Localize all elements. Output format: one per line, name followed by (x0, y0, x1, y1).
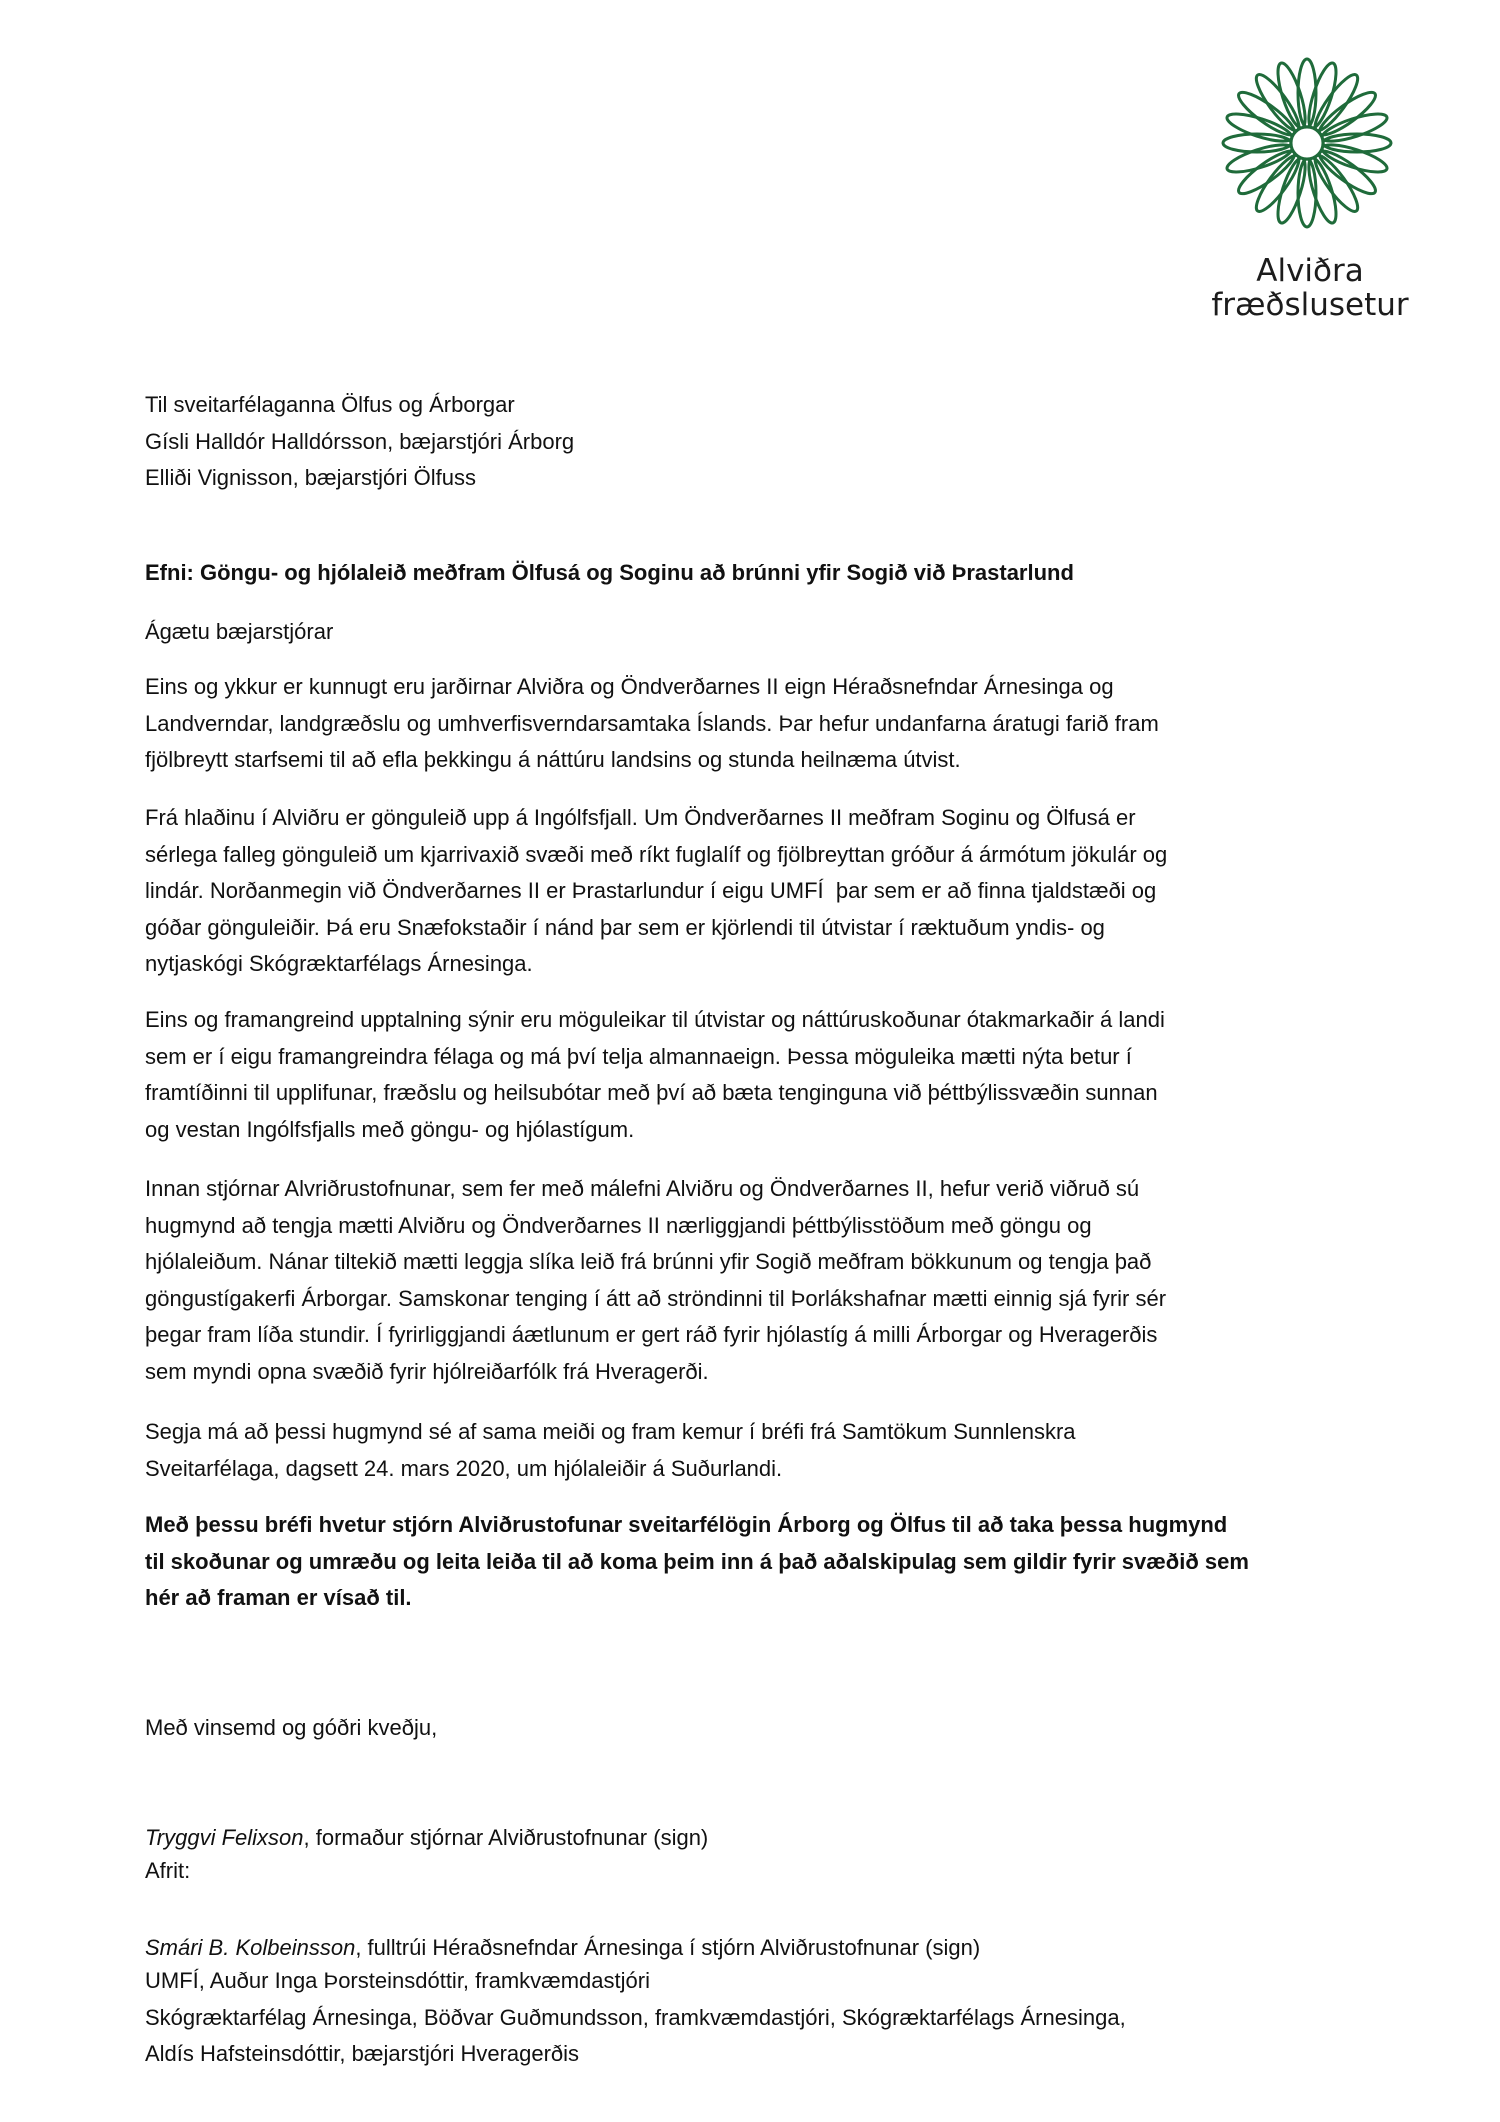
text-line: Innan stjórnar Alvriðrustofnunar, sem fer með málefni Alviðru og Öndverðarnes II, hefur verið viðruð sú (145, 1176, 1140, 1201)
text-line: Segja má að þessi hugmynd sé af sama meiði og fram kemur í bréfi frá Samtökum Sunnlenskra (145, 1419, 1076, 1444)
text-line: Aldís Hafsteinsdóttir, bæjarstjóri Hveragerðis (145, 2041, 580, 2067)
paragraph-3 (145, 1002, 1165, 1148)
text-line: lindár. Norðanmegin við Öndverðarnes II er Þrastarlundur í eigu UMFÍ þar sem er að finna tjaldstæði og (145, 878, 1157, 904)
petal (1319, 108, 1389, 146)
paragraph-request (145, 1507, 1249, 1617)
text-line: Með þessu bréfi hvetur stjórn Alviðrustofunar sveitarfélögin Árborg og Ölfus til að taka þessa hugmynd (145, 1512, 1228, 1537)
text-line: Gísli Halldór Halldórsson, bæjarstjóri Árborg (145, 428, 575, 454)
text-line: hugmynd að tengja mætti Alviðru og Öndverðarnes II nærliggjandi þéttbýlisstöðum með göngu og (145, 1212, 1092, 1238)
paragraph-2 (145, 800, 1167, 983)
signer-name: Smári B. Kolbeinsson (145, 1934, 356, 1960)
petal (1224, 108, 1294, 146)
closing-greeting: Með vinsemd og góðri kveðju, (145, 1715, 438, 1741)
text-line: þegar fram líða stundir. Í fyrirliggjandi áætlunum er gert ráð fyrir hjólastíg á milli Árborgar og Hveragerðis (145, 1322, 1158, 1348)
paragraph-4 (145, 1171, 1166, 1391)
petal (1319, 139, 1389, 177)
text-line: sem myndi opna svæðið fyrir hjólreiðarfólk frá Hveragerði. (145, 1358, 709, 1384)
text-line: Frá hlaðinu í Alviðru er gönguleið upp á Ingólfsfjall. Um Öndverðarnes II meðfram Soginu og Ölfusá er (145, 805, 1136, 830)
text-line: fjölbreytt starfsemi til að efla þekkingu á náttúru landsins og stunda heilnæma útvist. (145, 747, 961, 773)
organization-logo (1200, 55, 1420, 335)
text-line: sem er í eigu framangreindra félaga og má því telja almannaeign. Þessa möguleika mætti nýta betur í (145, 1043, 1132, 1069)
petal (1272, 60, 1310, 130)
text-line: framtíðinni til upplifunar, fræðslu og heilsubótar með því að bæta tenginguna við þéttbýlissvæðin sunnan (145, 1080, 1158, 1106)
text-line: Til sveitarfélaganna Ölfus og Árborgar (145, 392, 515, 417)
salutation: Ágætu bæjarstjórar (145, 619, 334, 644)
flower-center (1291, 127, 1323, 159)
petal (1303, 60, 1341, 130)
petal (1224, 139, 1294, 177)
text-line: nytjaskógi Skógræktarfélags Árnesinga. (145, 951, 533, 977)
paragraph-5 (145, 1414, 1076, 1487)
text-line: sérlega falleg gönguleið um kjarrivaxið svæði með ríkt fuglalíf og fjölbreyttan gróður á ármótum jökulár og (145, 841, 1168, 867)
text-line: hjólaleiðum. Nánar tiltekið mætti leggja slíka leið frá brúnni yfir Sogið meðfram bökkunum og tengja það (145, 1249, 1152, 1275)
text-line: Eins og ykkur er kunnugt eru jarðirnar Alviðra og Öndverðarnes II eign Héraðsnefndar Árnesinga og (145, 674, 1114, 699)
text-line: Sveitarfélaga, dagsett 24. mars 2020, um hjólaleiðir á Suðurlandi. (145, 1455, 783, 1481)
recipient-address (145, 387, 574, 497)
signer-name: Tryggvi Felixson (145, 1824, 304, 1850)
text-line: Elliði Vignisson, bæjarstjóri Ölfuss (145, 465, 476, 491)
text-line: til skoðunar og umræðu og leita leiða til að koma þeim inn á það aðalskipulag sem gildir fyrir svæðið sem (145, 1548, 1249, 1574)
subject-line: Efni: Göngu- og hjólaleið meðfram Ölfusá og Soginu að brúnni yfir Sogið við Þrastarlund (145, 560, 1074, 585)
text-line: Landverndar, landgræðslu og umhverfisverndarsamtaka Íslands. Þar hefur undanfarna áratugi farið fram (145, 710, 1159, 736)
copies (145, 1780, 1126, 2109)
signer-role: , formaður stjórnar Alviðrustofnunar (sign) (303, 1824, 709, 1850)
copies-list (145, 1963, 1126, 2073)
text-line: UMFÍ, Auður Inga Þorsteinsdóttir, framkvæmdastjóri (145, 1967, 650, 1993)
paragraph-1 (145, 669, 1159, 779)
text-line: góðar gönguleiðir. Þá eru Snæfokstaðir í nánd þar sem er kjörlendi til útvistar í ræktuðum yndis- og (145, 914, 1105, 940)
text-line: Eins og framangreind upptalning sýnir eru möguleikar til útvistar og náttúruskoðunar ótakmarkaðir á landi (145, 1007, 1165, 1032)
signer-role: , fulltrúi Héraðsnefndar Árnesinga í stjórn Alviðrustofnunar (sign) (355, 1934, 981, 1960)
text-line: og vestan Ingólfsfjalls með göngu- og hjólastígum. (145, 1116, 635, 1142)
logo-name-line2: fræðslusetur (1211, 287, 1409, 323)
text-line: hér að framan er vísað til. (145, 1585, 412, 1611)
text-line: Skógræktarfélag Árnesinga, Böðvar Guðmundsson, framkvæmdastjóri, Skógræktarfélags Árnesinga, (145, 2004, 1126, 2030)
logo-name-line1: Alviðra (1256, 253, 1364, 289)
copies-label: Afrit: (145, 1858, 191, 1884)
petal (1272, 155, 1310, 225)
text-line: göngustígakerfi Árborgar. Samskonar tenging í átt að ströndinni til Þorlákshafnar mætti einnig sjá fyrir sér (145, 1285, 1167, 1311)
daisy-flower-icon (1200, 55, 1420, 245)
petal (1303, 155, 1341, 225)
